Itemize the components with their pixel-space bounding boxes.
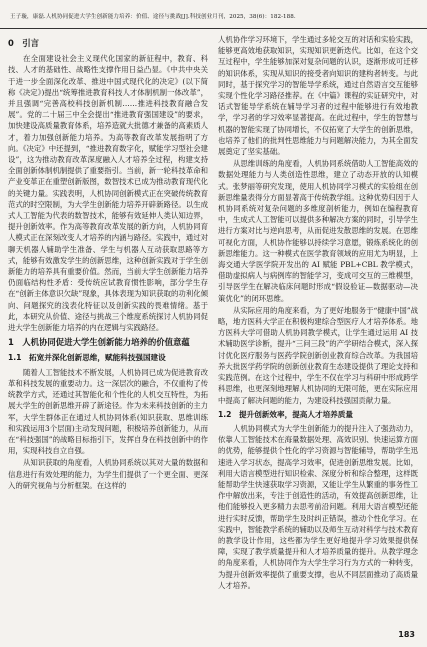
subsection-heading: 1.2 提升创新效率，提高人才培养质量 [218,409,353,419]
page-number: 183 [398,630,415,639]
paragraph: 从思维训练的角度看，人机协同系统借助人工智能高效的数据处理能力与人类创造性思维，建立了动态开放的认知模式。张梦丽等研究发现，使用人机协同学习模式的实验组在创新思维量表得分方面显著高于传统教学组。这种优势归因于人机协同系统对复杂问题的多维度剖析能力，例如在编程教育中，生成式人工智能可以提供多种解决方案的同时，引导学生进行方案对比与逆向思考，从而促进发散思维的发展。在思维可视化方面，人机协作能够以持续学习意愿，锻炼系统化的创新思维能力。这一种模式在医学教育领域的应用尤为明显，上海交通大学医学院开发出的 AI 赋能 PBL+CBL 教学模式，借助虚拟病人与病例库的智能学习，变成可交互的三维模型，引导医学生在解决临床问题时形成“假设验证—数据驱动—决策优化”的闭环思维。 [218,159,418,303]
paragraph: 人机协同模式为大学生创新能力的提升注入了强劲动力，依靠人工智能技术在海量数据处理、高效识别、快速运算方面的优势，能够提供个性化的学习资源与智能辅导，帮助学生迅速进入学习状态，提高学习效率，促进创新思维发展。比如，利用大语言模型进行知识检索、深度分析和综合整理，这样既能帮助学生快速获取学习资源，又能让学生从繁重的事务性工作中解放出来，专注于创造性的活动，有效提高创新思维，让他们能够投入更多精力去思考前沿问题。利用大语言模型还能进行实时反馈，帮助学生及时纠正错误，推动个性化学习。在实践中，智能教学系统的辅助以及师生互动对科学与技术教育的教学设计作用，这些都为学生更好地提升学习效果提供保障，实现了教学质量提升和人才培养质量的提升。从教学理念的角度来看，人机协同作为大学生学习行为方式的一种转变，为提升创新效率提供了重要支撑，也从不同层面推动了高质量人才培养。 [218,423,418,590]
section-heading: 1 人机协同促进大学生创新能力培养的价值意蕴 [8,337,190,348]
left-column [8,34,208,492]
subsection-heading: 1.1 拓宽并深化创新思维，赋能科技强国建设 [8,353,166,363]
running-title: 王子璇，康磊.人机协同促进大学生创新能力培养：价值、途径与挑战[J].科技创业月刊，2025，38(6)：182-188. [10,14,296,20]
paragraph: 从知识获取的角度看，人机协同系统以其对大量的数据和信息进行有效处理的能力，为学生们提供了一个更全面、更深入的研究视角与分析框架。在这样的 [8,458,208,490]
paragraph: 从实际应用的角度来看，为了更好地服务于“健康中国”战略，地方医科大学正在积极构建综合型医疗人才培养体系。地方医科大学可借助人机协同教学模式，让学生通过运用 AI 技术辅助医学诊断，提升“三问三段”的产学研结合模式，深入探讨优化医疗服务与医药学院创新创业教育综合改革。为我国培养大批医学药学院的创新创业教育生态建设提供了理论支持和实践范例。在这个过程中，学生不仅在学习与科研中形成跨学科思维，也更深刻地理解人机协同的无限可能，更在实际应用中提高了解决问题的能力，为建设科技强国贡献力量。 [218,305,418,405]
right-column [218,34,418,592]
paragraph: 在全面建设社会主义现代化国家的新征程中，教育、科技、人才的基础性、战略性支撑作用日益凸显。《中共中央关于进一步全面深化改革、推进中国式现代化的决定》(以下简称《决定》)提出“统筹推进教育科技人才体制机制一体改革”，并且强调“完善高校科技创新机制……推进科技教育融合发展”。党的二十届三中全会提出“推进教育强国建设”的要求，加快建设高质量教育体系，培养造就大批德才兼备的高素质人才，着力加强创新能力培养。为高等教育改革发展指明了方向。《决定》中还提到，“推进教育数字化，赋能学习型社会建设”，这为推动教育改革深度融入人才培养全过程，构建支持全面创新体制机制提供了重要指引。当前，新一轮科技革命和产业变革正在重塑创新版图，数智技术已成为推动教育现代化的关键力量。实践表明，人机协同创新模式正在突破传统教育范式的时空限制，为大学生创新能力培养开辟新路径。以生成式人工智能为代表的数智技术，能够有效延伸人类认知边界，提升创新效率。作为高等教育改革发展的新方向，人机协同育人模式正在深刻改变人才培养的内涵与路径。实践中，通过对聊天机器人辅助学生准备、学生与机器人互动获取思路等方式，能够有效激发学生的创新思维，这种创新实践对于学生创新能力的培养具有重要价值。然而，当前大学生创新能力培养仍面临结构性矛盾：受传统应试教育惯性影响，部分学生存在“创新主体意识欠缺”现象，具体表现为知识获取的功利化倾向、问题探究的浅表化特征以及创新实践的畏难情绪。基于此，本研究从价值、途径与挑战三个维度系统探讨人机协同促进大学生创新能力培养的内在逻辑与实践路径。 [8,54,208,333]
section-heading: 0 引言 [8,38,39,48]
paragraph: 随着人工智能技术不断发展，人机协同已成为促进教育改革和科技发展的重要动力。这一深层次的融合，不仅重构了传统教学方式，还通过其智能化和个性化的人机交互特性，为拓展大学生的创新思维开辟了新途径。作为未来科技创新的主力军，大学生群体正在通过人机协同体系(知识获取、思维训练和实践运用3个层面)主动发现问题，积极培养创新能力，从而在“科技强国”的战略目标指引下，发挥自身在科技创新中的作用，实现科技自立自强。 [8,367,208,456]
running-header [0,6,427,29]
paragraph: 人机协作学习环境下，学生通过多轮交互的对话和实验实践，能够更高效地获取知识，实现知识更新迭代。比如，在这个交互过程中，学生能够加深对复杂问题的认识，逐渐形成可迁移的知识体系，实现从知识的接受者向知识的建构者转变。与此同时，基于探究学习的智能导学系统，通过自然语言交互能够实现个性化学习路径推荐。在《中篇》课程的实证研究中，对话式智能导学系统在辅导学习者的过程中能够进行有效地教学，学习者的学习效率显著提高。在此过程中，学生的智慧与机器的智能实现了协同增长，不仅拓宽了大学生的创新思维，也培养了他们的批判性思维能力与问题解决能力，为其全面发展奠定了坚实基础。 [218,35,418,157]
